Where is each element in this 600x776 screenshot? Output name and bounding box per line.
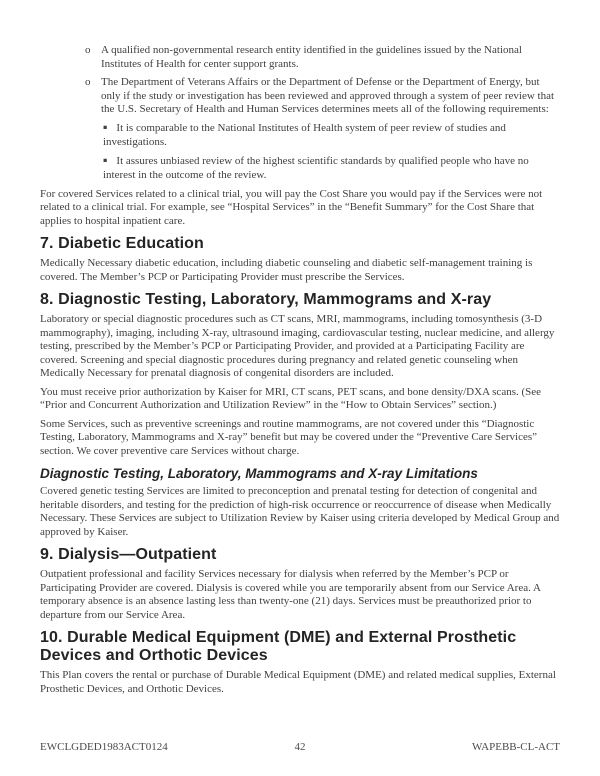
paragraph-diagnostic-coverage: Laboratory or special diagnostic procedures such as CT scans, MRI, mammograms, including tomosynthesis (3-D mammography), imaging, including X-ray, ultrasound imaging, cardiovascular testing, nuclear medicine, and allergy testing, prescribed by the Member’s PCP or Participating Provider, and provided at a Participating Facility are covered. Screening and special diagnostic procedures during pregnancy and related genetic counseling when Medically Necessary for prenatal diagnosis of congenital disorders are included. <box>40 313 555 379</box>
footer-form-code: WAPEBB-CL-ACT <box>472 740 560 753</box>
footer-page-number: 42 <box>294 740 306 753</box>
square-bullet-marker: ▪ <box>103 156 108 164</box>
heading-diagnostic-testing: 8. Diagnostic Testing, Laboratory, Mammograms and X-ray <box>40 291 492 308</box>
paragraph-preventive-screenings: Some Services, such as preventive screenings and routine mammograms, are not covered under this “Diagnostic Testing, Laboratory, Mammograms and X-ray” benefit but may be covered under the “Preventive Care Services” section. We cover preventive care Services without charge. <box>40 417 537 457</box>
subheading-diagnostic-limitations: Diagnostic Testing, Laboratory, Mammograms and X-ray Limitations <box>40 466 478 481</box>
sub-list-item-text: It assures unbiased review of the highest scientific standards by qualified people who have no interest in the outcome of the review. <box>103 154 529 181</box>
circle-bullet-marker: o <box>85 44 91 56</box>
peer-review-requirements-list <box>40 122 560 183</box>
paragraph-dialysis: Outpatient professional and facility Services necessary for dialysis when referred by the Member’s PCP or Participating Provider are covered. Dialysis is covered while you are temporarily absent from our Service Area. A temporary absence is an absence lasting less than twenty-one (21) days. Services must be preauthorized prior to departure from our Service Area. <box>40 568 541 621</box>
sub-list-item <box>40 155 560 183</box>
footer-doc-code: EWCLGDED1983ACT0124 <box>40 740 168 753</box>
heading-dialysis-outpatient: 9. Dialysis—Outpatient <box>40 546 217 563</box>
paragraph-genetic-testing-limitations: Covered genetic testing Services are limited to preconception and prenatal testing for detection of congenital and heritable disorders, and testing for the prediction of high-risk occurrence or reoccurrence of disease when Medically Necessary. These Services are subject to Utilization Review by Kaiser using criteria developed by Medical Group and approved by Kaiser. <box>40 485 560 538</box>
circle-bullet-marker: o <box>85 76 91 88</box>
page-footer <box>40 741 560 755</box>
list-item-text: The Department of Veterans Affairs or the Department of Defense or the Department of Energy, but only if the study or investigation has been reviewed and approved through a system of peer review that the U.S. Secretary of Health and Human Services determines meets all of the following requirements: <box>101 76 555 115</box>
paragraph-prior-authorization: You must receive prior authorization by Kaiser for MRI, CT scans, PET scans, and bone density/DXA scans. (See “Prior and Concurrent Authorization and Utilization Review” in the “How to Obtain Services” section.) <box>40 385 542 411</box>
sub-list-item <box>40 122 560 150</box>
heading-diabetic-education: 7. Diabetic Education <box>40 235 204 252</box>
paragraph-cost-share: For covered Services related to a clinical trial, you will pay the Cost Share you would pay if the Services were not related to a clinical trial. For example, see “Hospital Services” in the “Benefit Summary” for the Cost Share that applies to hospital inpatient care. <box>40 187 543 227</box>
sub-list-item-text: It is comparable to the National Institutes of Health system of peer review of studies and investigations. <box>103 121 506 148</box>
list-item <box>40 44 560 71</box>
list-item <box>40 76 560 117</box>
square-bullet-marker: ▪ <box>103 123 108 131</box>
paragraph-diabetic-education: Medically Necessary diabetic education, including diabetic counseling and diabetic self-management training is covered. The Member’s PCP or Participating Provider must prescribe the Services. <box>40 257 533 283</box>
list-item-text: A qualified non-governmental research entity identified in the guidelines issued by the National Institutes of Health for center support grants. <box>101 44 522 70</box>
clinical-trial-sponsor-list <box>40 44 560 117</box>
heading-dme-prosthetic-orthotic: 10. Durable Medical Equipment (DME) and External Prosthetic Devices and Orthotic Devices <box>40 629 517 664</box>
paragraph-dme-coverage: This Plan covers the rental or purchase of Durable Medical Equipment (DME) and related medical supplies, External Prosthetic Devices, and Orthotic Devices. <box>40 669 556 695</box>
